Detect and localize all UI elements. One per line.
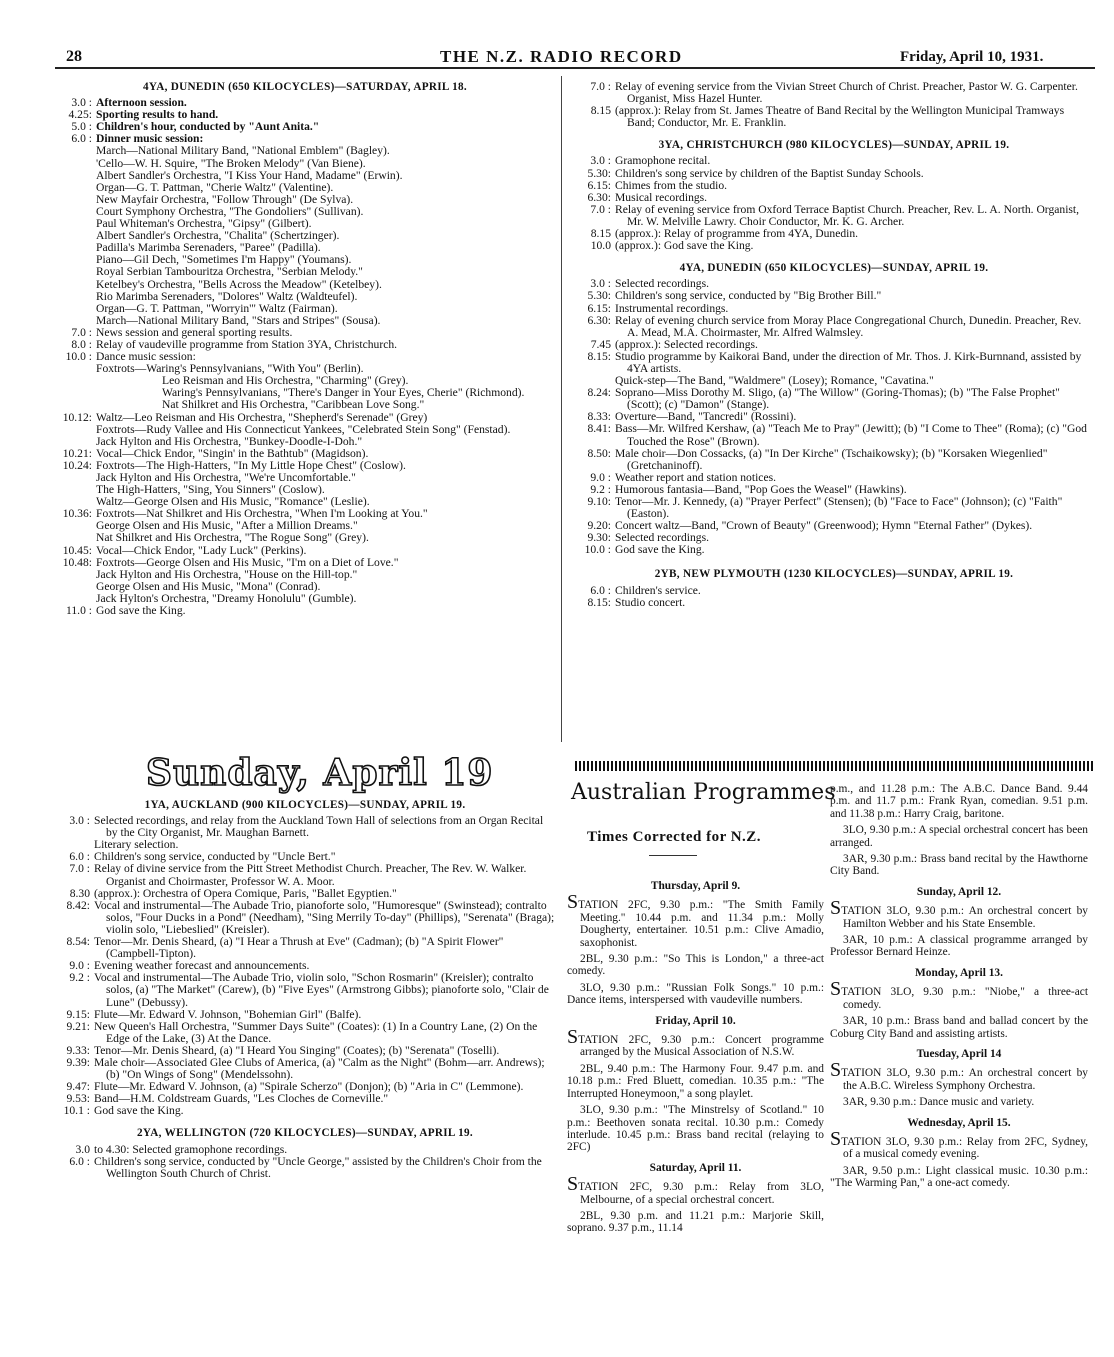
list-chch [575,155,1093,252]
schedule-item: Relay of vaudeville programme from Station 3YA, Christchurch. [96,337,398,351]
station-text: TATION 3LO, 9.30 p.m.: "Niobe," a three-act comedy. [841,986,1088,1011]
schedule-time [56,424,96,436]
schedule-item: Relay of divine service from the Pitt Street Methodist Church. Preacher, The Rev. W. Walker. Organist and Choirmaster, Professor W. A. Moor. [94,862,527,888]
schedule-item: Selected recordings. [615,531,710,545]
schedule-item: Children's song service, conducted by "Big Brother Bill." [615,289,882,303]
schedule-item: (approx.): Selected recordings. [615,337,758,351]
schedule-time: 10.45: [62,543,92,557]
station-text: TATION 3LO, 9.30 p.m.: Relay from 2FC, Sydney, of a musical comedy evening. [841,1135,1088,1161]
schedule-time: 9.10: [587,495,611,508]
schedule-time: 9.21: [66,1019,90,1033]
schedule-row [575,315,1093,339]
schedule-time: 10.24: [62,458,92,472]
programme-line: Nat Shilkret and His Orchestra, "Caribbean Love Song." [162,398,425,412]
schedule-row [575,597,1093,609]
list-a [56,97,554,145]
list-b [56,327,554,363]
schedule-row [56,424,554,436]
schedule-item: Afternoon session. [96,96,187,110]
schedule-row [54,1105,556,1117]
day-heading: Friday, April 10. [655,1014,736,1027]
schedule-item: God save the King. [615,543,705,557]
schedule-time: 8.15 [590,227,611,241]
programme-line: March—National Military Band, "Stars and Stripes" (Sousa). [96,313,381,327]
programme-line: Paul Whiteman's Orchestra, "Gipsy" (Gilbert). [96,217,312,231]
schedule-row [56,605,554,617]
station-entry [830,1127,1088,1161]
issue-date: Friday, April 10, 1931. [900,49,1044,65]
programme-line: Foxtrots—Waring's Pennsylvanians, "With You" (Berlin). [96,362,364,376]
schedule-time: 6.30: [587,313,611,327]
schedule-time: 8.15: [587,349,611,363]
schedule-item: Tenor—Mr. Denis Sheard, (a) "I Heard You Singing" (Coates); (b) "Serenata" (Toselli). [94,1043,500,1057]
schedule-item: Vocal and instrumental—The Aubade Trio, pianoforte solo, "Humoresque" (Swinstead); contralto solos, "Four Ducks in a Pond" (Needham), "Sing Merrily To-day" (Phillips), "Serenata" (Braga); violin solo, "Liebeslied" (Kreisler). [94,898,555,936]
programme-line: Organ—G. T. Pattman, "Cherie Waltz" (Valentine). [96,180,334,194]
schedule-time [56,472,96,484]
schedule-row [56,412,554,424]
programme-line: Albert Sandler's Orchestra, "I Kiss Your Hand, Madame" (Erwin). [96,168,403,182]
schedule-time: 7.0 : [590,80,611,93]
drop-cap: S [830,897,842,920]
schedule-item: Nat Shilkret and His Orchestra, "The Rogue Song" (Grey). [96,531,369,545]
schedule-row [56,532,554,544]
station-entry: 2BL, 9.30 p.m.: "So This is London," a three-act comedy. [567,953,824,978]
drop-cap: S [830,978,842,1001]
schedule-row [54,972,556,1008]
schedule-item: Studio programme by Kaikorai Band, under the direction of Mr. Thos. J. Kirk-Burnnand, assisted by 4YA artists. [615,349,1082,375]
schedule-time: 6.0 : [71,132,92,146]
schedule-time: 9.2 : [590,482,611,496]
schedule-time: 4.25: [68,108,92,122]
schedule-time: 8.15: [587,595,611,609]
schedule-item: Sporting results to hand. [96,108,219,122]
schedule-item: Soprano—Miss Dorothy M. Sligo, (a) "The Willow" (Goring-Thomas); (b) "The False Prophet" (Scott); (c) "Damon" (Stange). [615,386,1060,412]
station-entry [830,1059,1088,1092]
station-text: TATION 2FC, 9.30 p.m.: "The Smith Family Meeting." 10.44 p.m. and 11.34 p.m.: Molly Dougherty, entertainer. 10.51 p.m.: Clive Amadio, saxophonist. [578,899,824,949]
day-heading: Monday, April 13. [915,966,1003,979]
schedule-item: Humorous fantasia—Band, "Pop Goes the Weasel" (Hawkins). [615,482,907,496]
schedule-time: 6.15: [587,301,611,315]
drop-cap: S [567,1173,579,1196]
schedule-item: Band—H.M. Coldstream Guards, "Les Cloches de Corneville." [94,1092,389,1106]
schedule-item: Quick-step—The Band, "Waldmere" (Losey); Romance, "Cavatina." [615,374,934,388]
station-entry: 3LO, 9.30 p.m.: A special orchestral concert has been arranged. [830,824,1088,849]
schedule-time: 10.36: [62,507,92,521]
decorative-stripe [575,761,1093,771]
drop-cap: S [567,1026,579,1049]
schedule-time: 8.30 [69,886,90,900]
schedule-time [56,436,96,448]
schedule-item: Jack Hylton and His Orchestra, "We're Uncomfortable." [96,471,356,484]
schedule-item: News session and general sporting results. [96,325,293,339]
drop-cap: S [567,891,579,914]
aus-column-2 [830,783,1088,1194]
schedule-item: Foxtrots—The High-Hatters, "In My Little Hope Chest" (Coslow). [96,458,406,472]
schedule-item: Relay of evening church service from Moray Place Congregational Church, Dunedin. Preacher, Rev. A. Mead, M.A. Choirmaster, Mr. Alfred Walmsley. [615,313,1082,339]
schedule-row [575,290,1093,302]
programme-line: Ketelbey's Orchestra, "Bells Across the Meadow" (Ketelbey). [96,277,382,291]
schedule-time: 10.12: [62,410,92,424]
publication-title: THE N.Z. RADIO RECORD [440,47,683,66]
schedule-item: (approx.): Relay from St. James Theatre of Band Recital by the Wellington Municipal Tramways Band; Conductor, Mr. E. Franklin. [615,104,1065,130]
schedule-row [56,557,554,569]
dunedin-sunday-title: 4YA, DUNEDIN (650 KILOCYCLES)—SUNDAY, APRIL 19. [679,262,989,275]
schedule-row [54,900,556,936]
schedule-item: Concert waltz—Band, "Crown of Beauty" (Greenwood); Hymn "Eternal Father" (Dykes). [615,519,1033,533]
schedule-item: Musical recordings. [615,190,708,204]
schedule-row [56,545,554,557]
schedule-row [575,303,1093,315]
list-wel [54,1144,556,1180]
schedule-item: Jack Hylton and His Orchestra, "Bunkey-Doodle-I-Doh." [96,434,363,448]
schedule-item: Selected recordings, and relay from the Auckland Town Hall of selections from an Organ Recital by the City Organist, Mr. Maughan Barnett. [94,814,544,840]
schedule-time: 3.0 : [590,277,611,291]
programme-line: Leo Reisman and His Orchestra, "Charming" (Grey). [162,374,409,388]
list-dun [575,278,1093,556]
schedule-row [575,105,1093,129]
programme-line: Waring's Pennsylvanians, "There's Danger in Your Eyes, Cherie" (Richmond). [162,386,525,400]
australian-programmes-title: Australian Programmes [571,780,836,805]
station-entry: 3LO, 9.30 p.m.: "Russian Folk Songs." 10 p.m.: Dance items, interspersed with vaudeville numbers. [567,981,824,1007]
schedule-row [54,1009,556,1021]
schedule-item: Waltz—George Olsen and His Music, "Romance" (Leslie). [96,495,370,509]
schedule-time: 6.0 : [69,1154,90,1168]
schedule-time: 8.41: [587,422,611,436]
station-entry: 2BL, 9.40 p.m.: The Harmony Four. 9.47 p.m. and 10.18 p.m.: Fred Bluett, comedian. 10.35 p.m.: "The Interrupted Honeymoon," a song playlet. [567,1062,824,1100]
schedule-row [575,448,1093,472]
schedule-time: 5.0 : [71,120,92,134]
schedule-item: The High-Hatters, "Sing, You Sinners" (Coslow). [96,483,325,497]
schedule-item: (approx.): Relay of programme from 4YA, Dunedin. [615,227,859,241]
schedule-time: 7.0 : [71,325,92,339]
schedule-item: Vocal—Chick Endor, "Singin' in the Bathtub" (Magidson). [96,446,369,460]
schedule-item: Chimes from the studio. [615,178,728,192]
programme-line: March—National Military Band, "National Emblem" (Bagley). [96,144,390,158]
column-rule [561,76,562,742]
programme-line: 'Cello—W. H. Squire, "The Broken Melody" (Van Biene). [96,156,366,170]
station-entry [567,891,824,949]
schedule-time: 3.0 : [69,814,90,828]
programme-line: Albert Sandler's Orchestra, "Chalita" (Schertzinger). [96,229,340,243]
station-entry [567,1026,824,1059]
schedule-time: 9.20: [587,519,611,533]
schedule-row [54,863,556,887]
programme-line: Rio Marimba Serenaders, "Dolores" Waltz (Waldteufel). [96,289,358,303]
schedule-item: God save the King. [94,1104,184,1118]
station-text: TATION 2FC, 9.30 p.m.: Relay from 3LO, Melbourne, of a special orchestral concert. [578,1181,824,1206]
schedule-row [54,815,556,839]
station-entry: 3AR, 10 p.m.: A classical programme arranged by Professor Bernard Heinze. [830,934,1088,959]
schedule-item: Literary selection. [94,838,179,852]
schedule-time: 9.47: [66,1080,90,1094]
schedule-row [575,423,1093,447]
schedule-item: Selected recordings. [615,277,710,291]
station-entry [830,978,1088,1011]
schedule-time [56,581,96,593]
schedule-row [54,1021,556,1045]
schedule-item: Instrumental recordings. [615,301,729,315]
schedule-time: 9.30: [587,531,611,545]
schedule-time: 9.2 : [69,971,90,985]
schedule-time: 8.15 [590,104,611,118]
programme-line: Padilla's Marimba Serenaders, "Paree" (Padilla). [96,241,321,255]
schedule-time: 10.48: [62,555,92,569]
schedule-item: Male choir—Associated Glee Clubs of America, (a) "Calm as the Night" (Bohm—arr. Andrews); (b) "On Wings of Song" (Mendelssohn). [94,1055,545,1082]
australian-programmes-subtitle: Times Corrected for N.Z. [587,829,762,845]
programme-line: Royal Serbian Tambouritza Orchestra, "Serbian Melody." [96,265,363,279]
day-heading: Sunday, April 12. [916,885,1002,898]
sunday-right-column [575,81,1093,609]
schedule-time [56,520,96,532]
new-plymouth-title: 2YB, NEW PLYMOUTH (1230 KILOCYCLES)—SUNDAY, APRIL 19. [654,568,1014,581]
schedule-item: Vocal—Chick Endor, "Lady Luck" (Perkins). [96,543,307,557]
schedule-time: 7.0 : [69,862,90,876]
station-text: TATION 2FC, 9.30 p.m.: Concert programme arranged by the Musical Association of N.S.W. [578,1034,824,1059]
schedule-time: 10.21: [62,446,92,460]
schedule-time: 8.0 : [71,337,92,351]
schedule-item: Evening weather forecast and announcements. [94,959,310,973]
schedule-time [56,532,96,544]
list-c [56,412,554,618]
schedule-time: 8.24: [587,386,611,400]
programme-line: Court Symphony Orchestra, "The Gondoliers" (Sullivan). [96,204,364,218]
schedule-item: Studio concert. [615,595,686,609]
list-dance [56,363,554,411]
schedule-item: God save the King. [96,604,186,618]
station-text: TATION 3LO, 9.30 p.m.: An orchestral concert by the A.B.C. Wireless Symphony Orchestra. [841,1067,1088,1092]
list-dinner [56,145,554,326]
day-heading: Thursday, April 9. [650,880,741,892]
schedule-item: Children's hour, conducted by "Aunt Anita." [96,120,320,134]
page-number: 28 [66,48,82,65]
schedule-time: 8.33: [587,410,611,424]
schedule-time: 9.15: [66,1007,90,1021]
schedule-row [54,1057,556,1081]
schedule-row [575,240,1093,252]
schedule-row [54,888,556,900]
schedule-item: to 4.30: Selected gramophone recordings. [94,1142,288,1156]
schedule-item: Male choir—Don Cossacks, (a) "In Der Kirche" (Tschaikowsky); (b) "Korsaken Wiegenlied" (Gretchaninoff). [615,446,1048,472]
schedule-item: Tenor—Mr. J. Kennedy, (a) "Prayer Perfect" (Stensen); (b) "Face to Face" (Johnson); (c) "Faith" (Easton). [615,495,1063,521]
station-entry: 3AR, 10 p.m.: Brass band and ballad concert by the Coburg City Band and assisting artists. [830,1015,1088,1040]
schedule-item: Gramophone recital. [615,154,711,168]
schedule-time: 11.0 : [66,604,92,618]
schedule-item: Weather report and station notices. [615,470,776,484]
schedule-row [54,936,556,960]
schedule-item: Foxtrots—Rudy Vallee and His Connecticut Yankees, "Celebrated Stein Song" (Fenstad). [96,422,511,436]
schedule-item: George Olsen and His Music, "Mona" (Conrad). [96,579,321,593]
schedule-time: 10.0 : [65,350,92,364]
schedule-item: Flute—Mr. Edward V. Johnson, "Bohemian Girl" (Balfe). [94,1007,362,1021]
schedule-item: Bass—Mr. Wilfred Kershaw, (a) "Teach Me to Pray" (Jewitt); (b) "I Come to Thee" (Roma); (c) "God Touched the Rose" (Brown). [615,422,1087,448]
schedule-time: 9.53: [66,1092,90,1106]
schedule-row [575,585,1093,597]
header-rule [55,67,1095,69]
dunedin-saturday-section [56,78,554,617]
drop-cap: S [830,1127,842,1150]
programme-line: Piano—Gil Dech, "Sometimes I'm Happy" (Youmans). [96,253,352,267]
station-entry: 3AR, 9.50 p.m.: Light classical music. 10.30 p.m.: "The Warming Pan," a one-act comedy. [830,1164,1088,1190]
auckland-title: 1YA, AUCKLAND (900 KILOCYCLES)—SUNDAY, APRIL 19. [144,799,466,811]
schedule-row [54,1144,556,1156]
schedule-item: Waltz—Leo Reisman and His Orchestra, "Shepherd's Serenade" (Grey) [96,410,428,424]
schedule-time: 6.30: [587,190,611,204]
sunday-left-bottom [54,796,556,1180]
schedule-item: Relay of evening service from Oxford Terrace Baptist Church. Preacher, Rev. L. A. North. Organist, Mr. W. Melville Lawry. Choir Conductor, Mr. K. G. Archer. [615,202,1080,228]
programme-line: Organ—G. T. Pattman, "Worryin'" Waltz (Fairman). [96,301,338,315]
schedule-item: Dance music session: [96,350,196,364]
schedule-item: Dinner music session: [96,132,204,146]
schedule-item: Jack Hylton's Orchestra, "Dreamy Honolulu" (Gumble). [96,591,357,605]
schedule-time: 8.50: [587,446,611,460]
schedule-row [54,1156,556,1180]
list-akl [54,815,556,1117]
christchurch-title: 3YA, CHRISTCHURCH (980 KILOCYCLES)—SUNDAY, APRIL 19. [658,139,1010,152]
schedule-item: Children's service. [615,583,701,597]
schedule-time: 10.0 [590,239,611,253]
schedule-time: 6.0 : [590,583,611,597]
schedule-item: George Olsen and His Music, "After a Million Dreams." [96,519,358,533]
schedule-time: 6.15: [587,178,611,192]
day-heading: Tuesday, April 14 [916,1047,1002,1060]
aus-column-1 [567,872,824,1239]
day-heading: Wednesday, April 15. [907,1116,1011,1129]
schedule-row [575,351,1093,375]
schedule-row [575,81,1093,105]
schedule-item: Children's song service by children of the Baptist Sunday Schools. [615,166,924,180]
schedule-item: Overture—Band, "Tancredi" (Rossini). [615,410,797,424]
schedule-time: 5.30: [587,166,611,180]
schedule-item: Children's song service, conducted by "Uncle Bert." [94,850,336,864]
station-entry: 2BL, 9.30 p.m. and 11.21 p.m.: Marjorie Skill, soprano. 9.37 p.m., 11.14 [567,1209,824,1235]
schedule-time: 6.0 : [69,850,90,864]
schedule-item: Jack Hylton and His Orchestra, "House on the Hill-top." [96,567,358,581]
schedule-row [575,387,1093,411]
schedule-row [575,496,1093,520]
schedule-item: New Queen's Hall Orchestra, "Summer Days Suite" (Coates): (1) In a Country Lane, (2) On the Edge of the Lake, (3) At the Dance. [94,1019,538,1045]
schedule-time: 9.0 : [590,470,611,484]
schedule-time: 10.0 : [584,543,611,557]
schedule-row [575,155,1093,167]
schedule-time: 3.0 : [590,154,611,168]
schedule-time [56,484,96,496]
station-entry: 3LO, 9.30 p.m.: "The Minstrelsy of Scotland." 10 p.m.: Beethoven sonata recital. 10.30 p.m.: Comedy interlude. 10.45 p.m.: Brass band recital (relaying to 2FC) [567,1104,824,1154]
subtitle-rule [649,855,697,856]
station-entry [830,897,1088,930]
schedule-time: 9.33: [66,1043,90,1057]
station-text: TATION 3LO, 9.30 p.m.: An orchestral concert by Hamilton Webber and his State Ensemble. [841,905,1088,930]
schedule-item: Vocal and instrumental—The Aubade Trio, violin solo, "Schon Rosmarin" (Kreisler); contralto solos, (a) "The Market" (Carew), (b) "Five Eyes" (Armstrong Gibbs); pianoforte solo, "Clair de Lune" (Debussy). [94,971,549,1009]
list-wel-cont [575,81,1093,129]
schedule-row [575,168,1093,180]
station-entry: p.m., and 11.28 p.m.: The A.B.C. Dance Band. 9.44 p.m. and 11.7 p.m.: Frank Ryan, comedian. 9.51 p.m. and 11.38 p.m.: Harry Craig, baritone. [830,783,1088,820]
schedule-time: 3.0 [75,1142,90,1156]
schedule-item: Relay of evening service from the Vivian Street Church of Christ. Preacher, Pastor W. G. Carpenter. Organist, Miss Hazel Hunter. [615,80,1078,106]
station-entry: 3AR, 9.30 p.m.: Brass band recital by the Hawthorne City Band. [830,853,1088,878]
schedule-item: Foxtrots—Nat Shilkret and His Orchestra, "When I'm Looking at You." [96,507,428,521]
schedule-time: 7.0 : [590,202,611,216]
schedule-item: (approx.): Orchestra of Opera Comique, Paris, "Ballet Egyptien." [94,886,397,900]
schedule-time: 3.0 : [71,96,92,110]
schedule-time: 8.42: [66,898,90,912]
day-heading: Saturday, April 11. [649,1161,742,1174]
schedule-row [575,180,1093,192]
schedule-item: Foxtrots—George Olsen and His Music, "I'm on a Diet of Love." [96,555,399,569]
schedule-time: 7.45 [590,337,611,351]
section-title: 4YA, DUNEDIN (650 KILOCYCLES)—SATURDAY, APRIL 18. [142,81,468,93]
wellington-title: 2YA, WELLINGTON (720 KILOCYCLES)—SUNDAY, APRIL 19. [137,1127,473,1140]
schedule-row [56,436,554,448]
schedule-item: (approx.): God save the King. [615,239,754,253]
schedule-time: 5.30: [587,289,611,303]
sunday-heading: Sunday, April 19 [146,752,494,794]
schedule-time [56,569,96,581]
schedule-time: 9.39: [66,1055,90,1069]
schedule-item: Children's song service, conducted by "Uncle George," assisted by the Children's Choir from the Wellington South Church of Christ. [94,1154,542,1180]
schedule-row [575,204,1093,228]
programme-line: New Mayfair Orchestra, "Follow Through" (De Sylva). [96,192,354,206]
schedule-time: 10.1 : [63,1104,90,1118]
list-np [575,585,1093,609]
schedule-item: Flute—Mr. Edward V. Johnson, (a) "Spirale Scherzo" (Donjon); (b) "Aria in C" (Lemmone). [94,1080,524,1094]
station-entry [567,1173,824,1206]
schedule-item: Tenor—Mr. Denis Sheard, (a) "I Hear a Thrush at Eve" (Cadman); (b) "A Spirit Flower" (Campbell-Tipton). [94,935,504,961]
station-entry: 3AR, 9.30 p.m.: Dance music and variety. [843,1096,1035,1109]
schedule-time: 9.0 : [69,959,90,973]
schedule-row [575,544,1093,556]
schedule-time: 8.54: [66,935,90,949]
drop-cap: S [830,1059,842,1082]
